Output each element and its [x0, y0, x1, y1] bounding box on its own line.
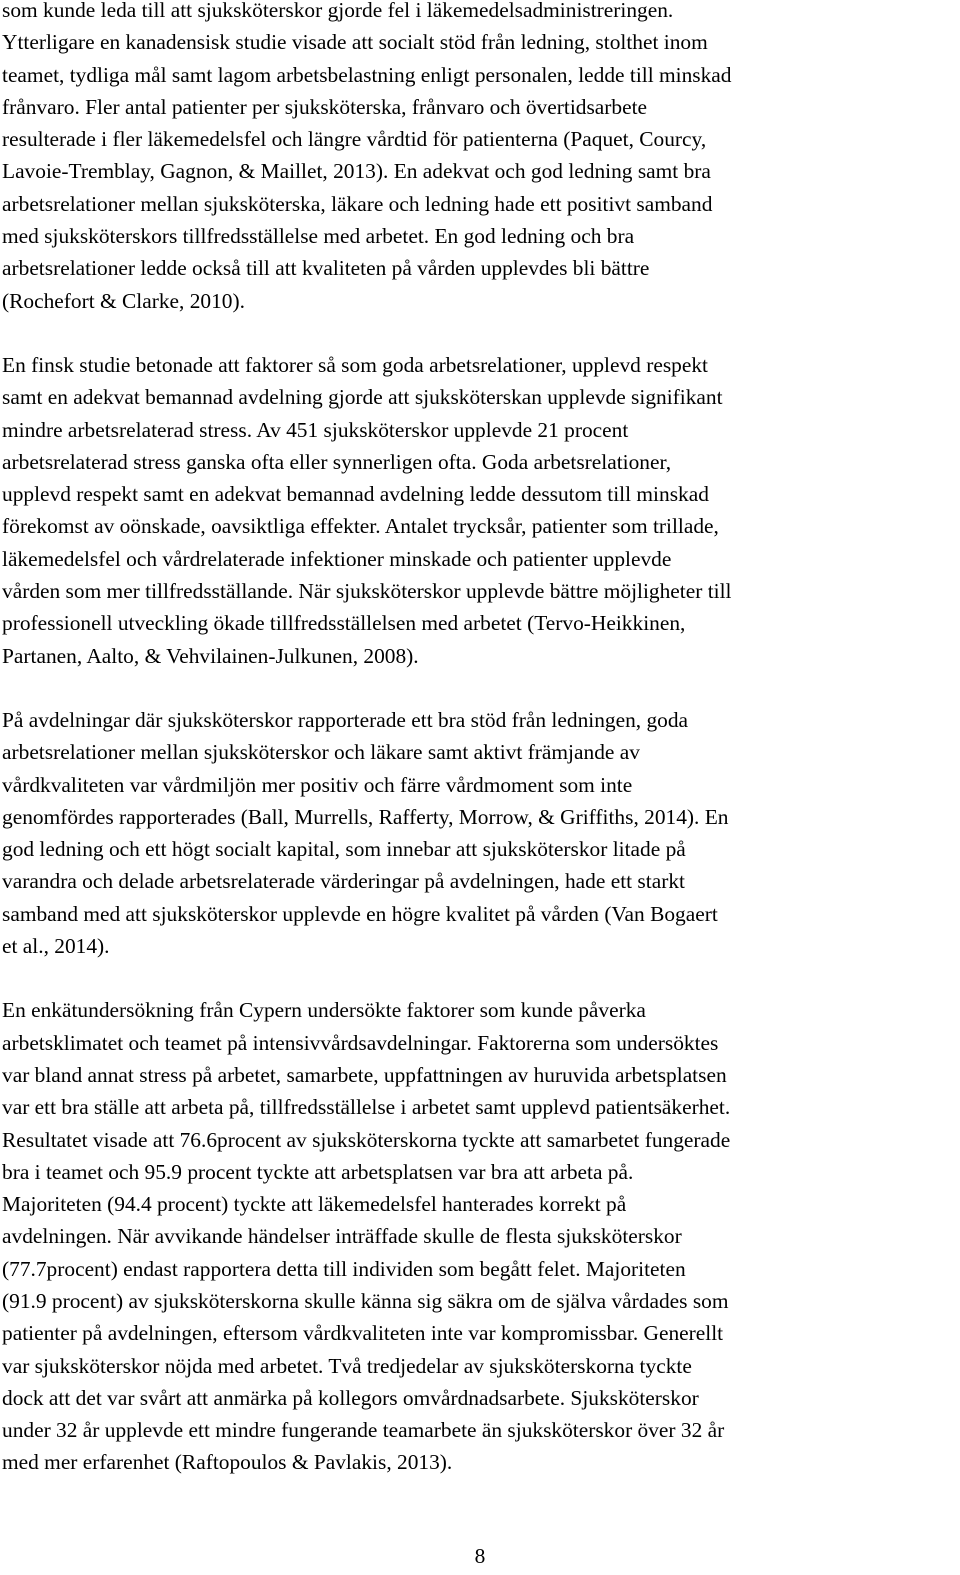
text-line: arbetsklimatet och teamet på intensivvårdsavdelningar. Faktorerna som undersöktes	[2, 1030, 719, 1055]
text-line: vården som mer tillfredsställande. När sjuksköterskor upplevde bättre möjligheter till	[2, 579, 732, 604]
text-line: genomfördes rapporterades (Ball, Murrells, Rafferty, Morrow, & Griffiths, 2014). En	[2, 804, 729, 829]
text-line: arbetsrelationer mellan sjuksköterskor och läkare samt aktivt främjande av	[2, 740, 640, 765]
text-line: mindre arbetsrelaterad stress. Av 451 sjuksköterskor upplevde 21 procent	[2, 417, 629, 442]
text-line: arbetsrelaterad stress ganska ofta eller synnerligen ofta. Goda arbetsrelationer,	[2, 449, 672, 474]
text-line: et al., 2014).	[2, 934, 110, 959]
text-line: var ett bra ställe att arbeta på, tillfredsställelse i arbetet samt upplevd patientsäkerhet.	[2, 1095, 731, 1120]
text-line: En enkätundersökning från Cypern undersökte faktorer som kunde påverka	[2, 998, 646, 1023]
paragraph-1	[2, 0, 954, 317]
text-line: med sjuksköterskors tillfredsställelse med arbetet. En god ledning och bra	[2, 224, 635, 249]
text-line: var sjuksköterskor nöjda med arbetet. Två tredjedelar av sjuksköterskorna tyckte	[2, 1353, 692, 1378]
paragraph-spacer	[2, 672, 954, 704]
paragraph-spacer	[2, 317, 954, 349]
text-line: läkemedelsfel och vårdrelaterade infektioner minskade och patienter upplevde	[2, 546, 672, 571]
text-line: teamet, tydliga mål samt lagom arbetsbelastning enligt personalen, ledde till minskad	[2, 62, 732, 87]
paragraph-spacer	[2, 962, 954, 994]
text-line: förekomst av oönskade, oavsiktliga effekter. Antalet trycksår, patienter som trillade,	[2, 514, 719, 539]
paragraph-2	[2, 349, 954, 672]
text-line: bra i teamet och 95.9 procent tyckte att arbetsplatsen var bra att arbeta på.	[2, 1159, 634, 1184]
text-line: samt en adekvat bemannad avdelning gjorde att sjuksköterskan upplevde signifikant	[2, 385, 723, 410]
text-line: under 32 år upplevde ett mindre fungerande teamarbete än sjuksköterskor över 32 år	[2, 1418, 725, 1443]
paragraph-3	[2, 704, 954, 962]
text-line: varandra och delade arbetsrelaterade värderingar på avdelningen, hade ett starkt	[2, 869, 685, 894]
text-line: dock att det var svårt att anmärka på kollegors omvårdnadsarbete. Sjuksköterskor	[2, 1385, 699, 1410]
text-line: upplevd respekt samt en adekvat bemannad avdelning ledde dessutom till minskad	[2, 482, 709, 507]
text-line: (77.7procent) endast rapportera detta till individen som begått felet. Majoriteten	[2, 1256, 686, 1281]
text-line: På avdelningar där sjuksköterskor rapporterade ett bra stöd från ledningen, goda	[2, 707, 689, 732]
text-line: samband med att sjuksköterskor upplevde en högre kvalitet på vården (Van Bogaert	[2, 901, 718, 926]
text-line: Partanen, Aalto, & Vehvilainen-Julkunen, 2008).	[2, 643, 419, 668]
text-line: Majoriteten (94.4 procent) tyckte att läkemedelsfel hanterades korrekt på	[2, 1192, 627, 1217]
text-line: avdelningen. När avvikande händelser inträffade skulle de flesta sjuksköterskor	[2, 1224, 682, 1249]
text-line: god ledning och ett högt socialt kapital, som innebar att sjuksköterskor litade på	[2, 837, 686, 862]
text-line: patienter på avdelningen, eftersom vårdkvaliteten inte var kompromissbar. Generellt	[2, 1321, 724, 1346]
text-line: Resultatet visade att 76.6procent av sjuksköterskorna tyckte att samarbetet fungerade	[2, 1127, 731, 1152]
text-line: (91.9 procent) av sjuksköterskorna skulle känna sig säkra om de själva vårdades som	[2, 1288, 729, 1313]
page-number: 8	[474, 1544, 486, 1568]
text-line: (Rochefort & Clarke, 2010).	[2, 288, 245, 313]
text-line: professionell utveckling ökade tillfredsställelsen med arbetet (Tervo-Heikkinen,	[2, 611, 686, 636]
text-line: arbetsrelationer ledde också till att kvaliteten på vården upplevdes bli bättre	[2, 256, 650, 281]
text-line: Ytterligare en kanadensisk studie visade att socialt stöd från ledning, stolthet inom	[2, 30, 708, 55]
paragraph-4	[2, 994, 954, 1478]
text-line: frånvaro. Fler antal patienter per sjuksköterska, frånvaro och övertidsarbete	[2, 94, 648, 119]
text-line: Lavoie-Tremblay, Gagnon, & Maillet, 2013). En adekvat och god ledning samt bra	[2, 159, 711, 184]
text-line: En finsk studie betonade att faktorer så som goda arbetsrelationer, upplevd respekt	[2, 352, 708, 377]
text-line: med mer erfarenhet (Raftopoulos & Pavlakis, 2013).	[2, 1450, 453, 1475]
text-line: som kunde leda till att sjuksköterskor gjorde fel i läkemedelsadministreringen.	[2, 0, 674, 22]
text-line: vårdkvaliteten var vårdmiljön mer positiv och färre vårdmoment som inte	[2, 772, 633, 797]
text-line: var bland annat stress på arbetet, samarbete, uppfattningen av huruvida arbetsplatsen	[2, 1062, 727, 1087]
text-line: resulterade i fler läkemedelsfel och längre vårdtid för patienterna (Paquet, Courcy,	[2, 127, 707, 152]
page-body	[2, 0, 954, 1479]
text-line: arbetsrelationer mellan sjuksköterska, läkare och ledning hade ett positivt samband	[2, 191, 713, 216]
